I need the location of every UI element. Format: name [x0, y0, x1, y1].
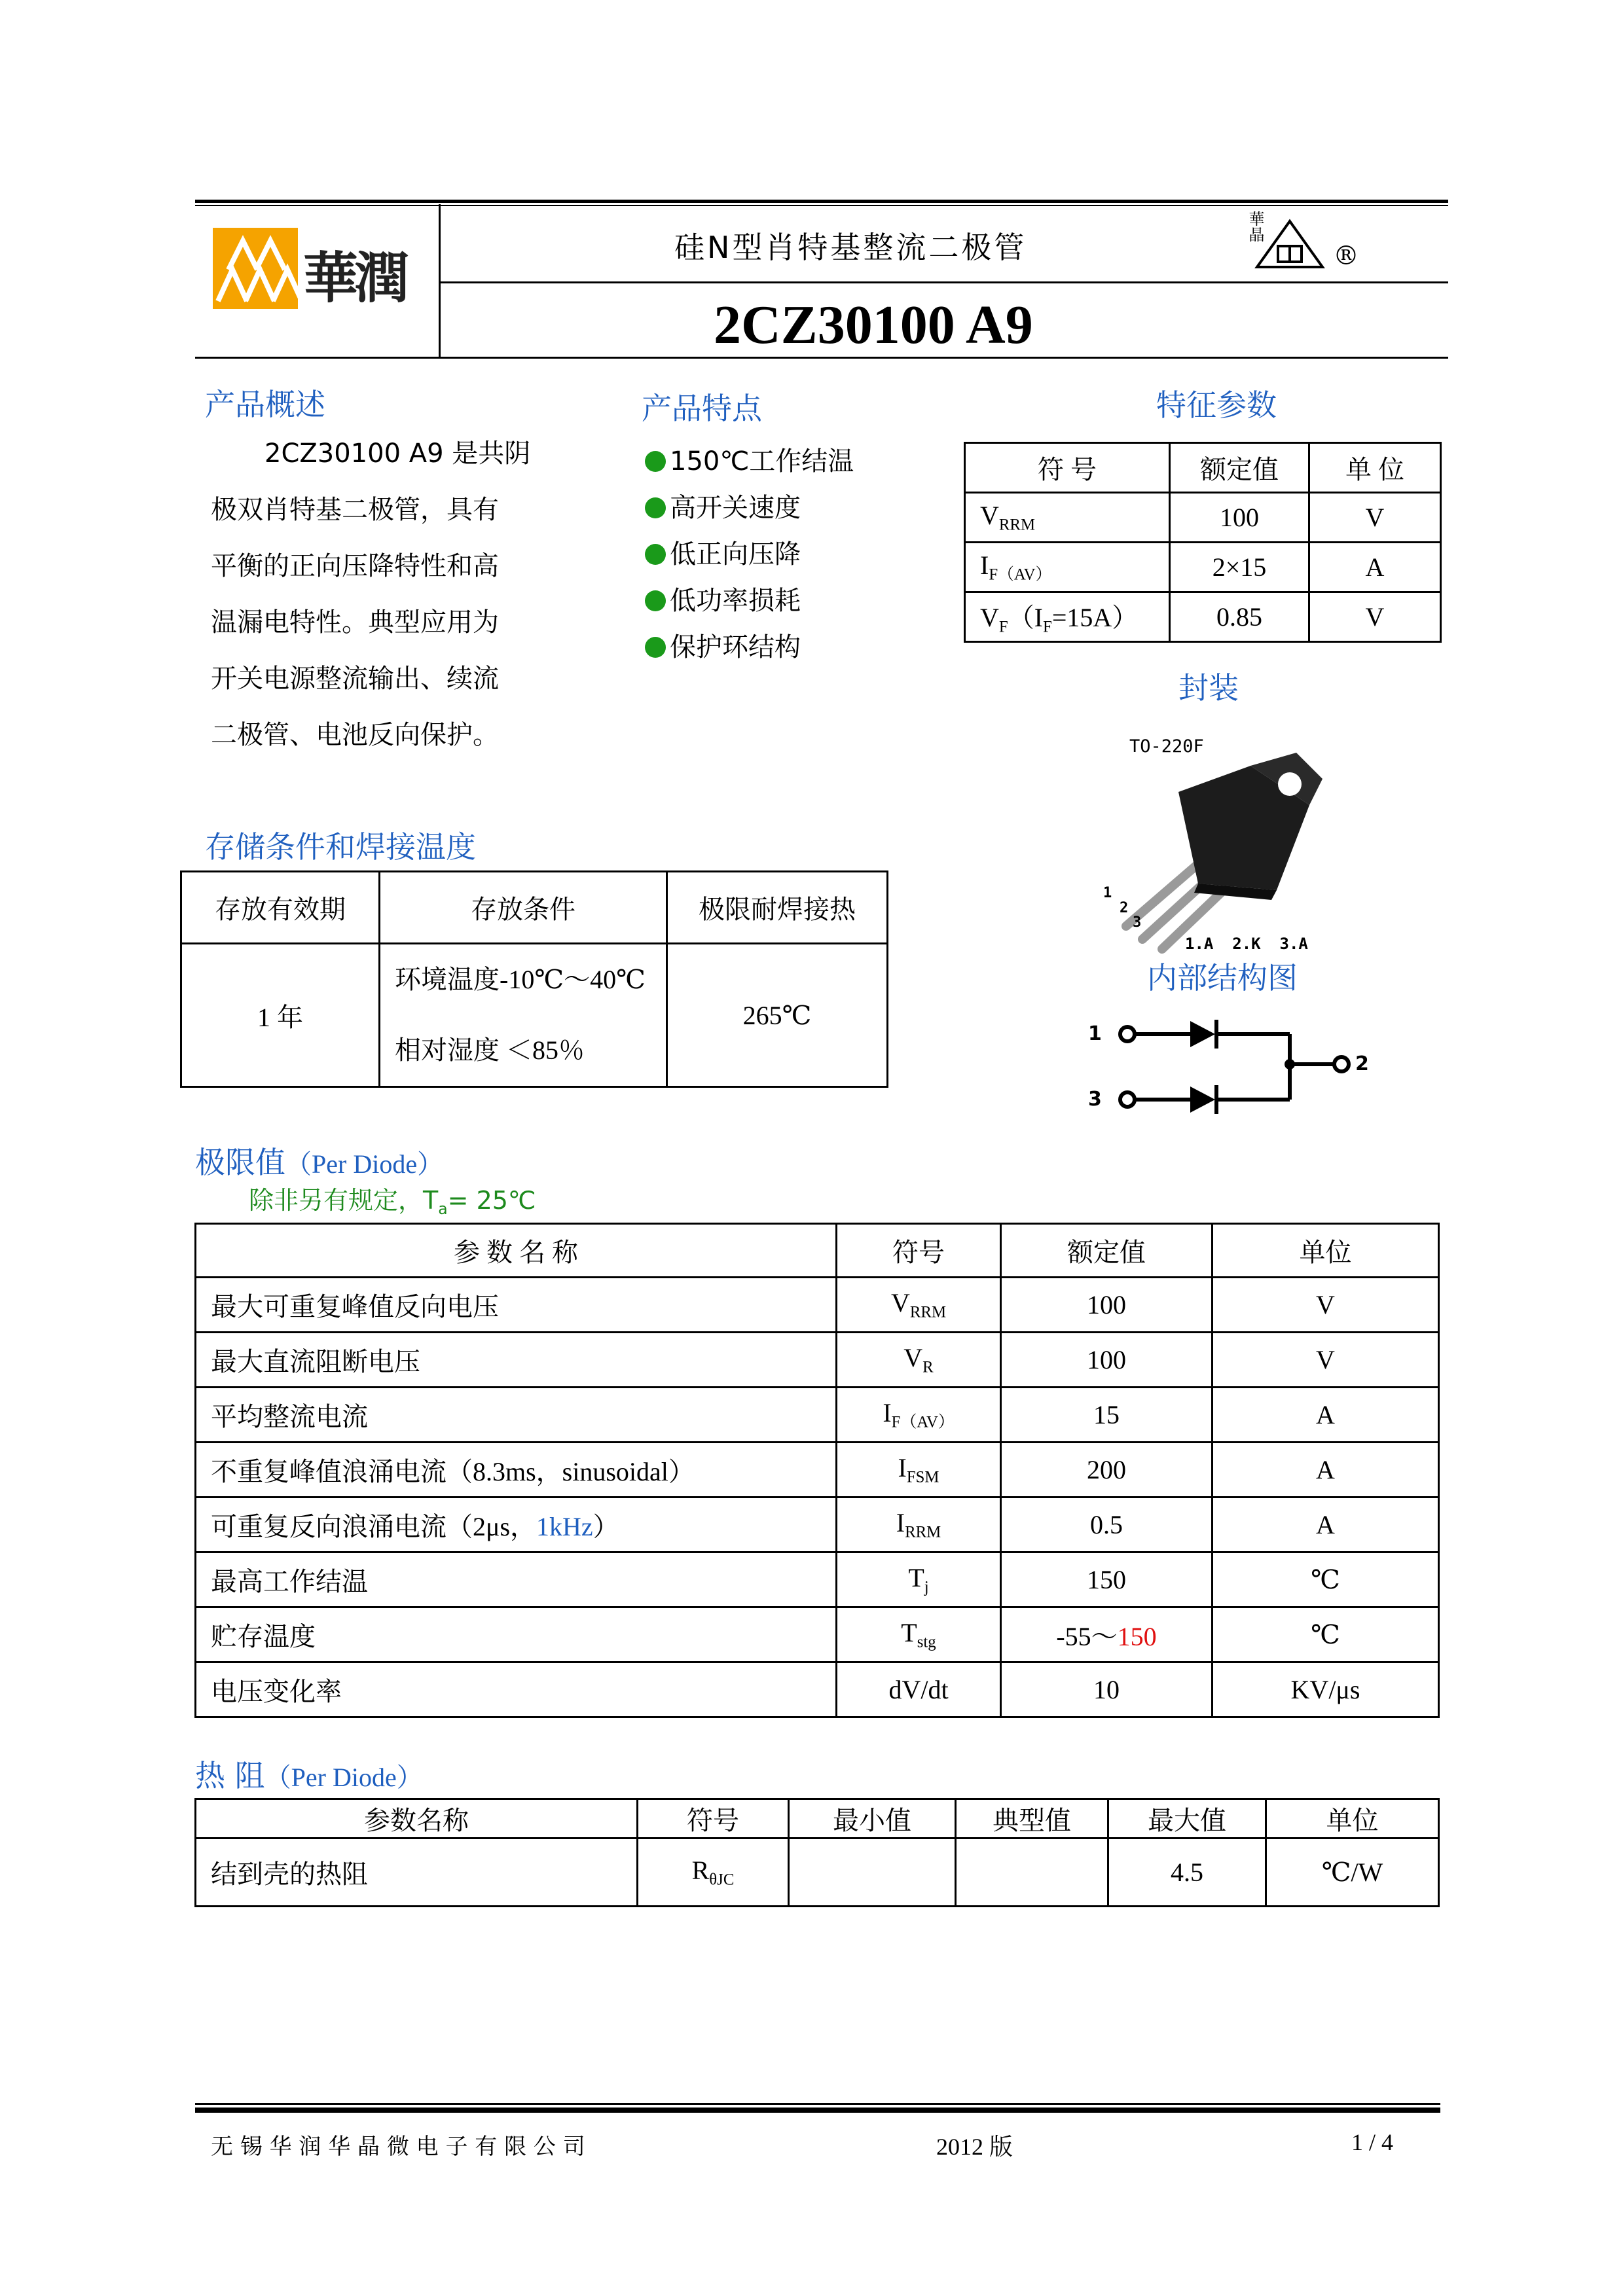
table-header: 存放有效期: [181, 872, 380, 944]
value-cell: 15: [1001, 1388, 1213, 1443]
solder-cell: 265℃: [667, 944, 888, 1087]
min-cell: [789, 1839, 956, 1907]
table-header: 额定值: [1170, 443, 1309, 493]
table-header-row: [181, 872, 888, 944]
table-header: 额定值: [1001, 1224, 1213, 1278]
param-name-cell: 电压变化率: [196, 1662, 837, 1717]
value-cell: 100: [1001, 1333, 1213, 1388]
table-header: 参数名称: [196, 1799, 638, 1839]
bullet-icon: [645, 544, 666, 565]
param-name-cell: 结到壳的热阻: [196, 1839, 638, 1907]
internal-schematic: [1080, 1001, 1395, 1132]
table-row: [196, 1333, 1439, 1388]
table-header: 符 号: [965, 443, 1170, 493]
unit-cell: V: [1309, 493, 1441, 543]
features-title: 产品特点: [642, 391, 762, 426]
feature-item: 高开关速度: [645, 485, 854, 531]
table-row: [181, 944, 888, 1087]
schematic-pin-label: 3: [1088, 1088, 1102, 1111]
period-cell: 1 年: [181, 944, 380, 1087]
limits-table: [194, 1223, 1440, 1718]
param-name-cell: 平均整流电流: [196, 1388, 837, 1443]
table-row: [196, 1498, 1439, 1552]
condition-cell: 环境温度-10℃～40℃ 相对湿度 ＜85％: [380, 944, 667, 1087]
pin-label: 3: [1133, 914, 1142, 931]
param-name-cell: 不重复峰值浪涌电流（8.3ms，sinusoidal）: [196, 1443, 837, 1498]
footer-edition: 2012 版: [936, 2134, 1013, 2160]
param-name-cell: 最大直流阻断电压: [196, 1333, 837, 1388]
unit-cell: ℃: [1213, 1607, 1439, 1662]
symbol-cell: $I_{F(AV)}$: [965, 543, 1170, 592]
product-subtitle: 硅N型肖特基整流二极管: [674, 230, 1027, 265]
table-row: [196, 1607, 1439, 1662]
overview-line: 2CZ30100 A9 是共阴: [264, 439, 531, 469]
value-cell: 100: [1170, 493, 1309, 543]
table-header: 符号: [638, 1799, 789, 1839]
overview-line: 平衡的正向压降特性和高: [211, 551, 499, 581]
table-header: 单位: [1266, 1799, 1439, 1839]
limits-note: 除非另有规定，$T_a=$ 25℃: [249, 1186, 536, 1219]
brand-mark: [1244, 208, 1336, 274]
schematic-pin-label: 2: [1355, 1052, 1369, 1075]
bullet-icon: [645, 590, 666, 611]
characteristics-title: 特征参数: [1156, 387, 1277, 423]
table-header: 极限耐焊接热: [667, 872, 888, 944]
header-rule-bottom: [195, 357, 1448, 359]
symbol-cell: $I_{RRM}$: [837, 1498, 1001, 1552]
unit-cell: V: [1213, 1333, 1439, 1388]
table-header: 存放条件: [380, 872, 667, 944]
header-rule-top-thin: [195, 205, 1448, 206]
symbol-cell: $I_{FSM}$: [837, 1443, 1001, 1498]
table-header-row: [965, 443, 1441, 493]
table-header: 参 数 名 称: [196, 1224, 837, 1278]
unit-cell: ℃/W: [1266, 1839, 1439, 1907]
table-header: 最大值: [1108, 1799, 1266, 1839]
table-row: [196, 1662, 1439, 1717]
symbol-cell: $V_R$: [837, 1333, 1001, 1388]
value-cell: 200: [1001, 1443, 1213, 1498]
unit-cell: V: [1309, 592, 1441, 642]
footer-company: 无 锡 华 润 华 晶 微 电 子 有 限 公 司: [211, 2134, 585, 2160]
value-cell: 100: [1001, 1278, 1213, 1333]
company-logo: [213, 223, 409, 314]
footer-rule-thin: [195, 2103, 1440, 2105]
overview-line: 温漏电特性。典型应用为: [211, 607, 499, 637]
bullet-icon: [645, 497, 666, 518]
pin-label: 1: [1103, 885, 1112, 901]
characteristics-table: [964, 442, 1442, 643]
value-cell: 2×15: [1170, 543, 1309, 592]
table-row: [196, 1839, 1439, 1907]
limits-title: 极限值（Per Diode）: [195, 1145, 444, 1180]
table-row: [965, 543, 1441, 592]
brand-mark-text: 華晶: [1246, 211, 1264, 242]
header-rule-middle: [440, 281, 1448, 283]
unit-cell: KV/μs: [1213, 1662, 1439, 1717]
table-header: 典型值: [956, 1799, 1108, 1839]
overview-title: 产品概述: [205, 387, 325, 422]
unit-cell: A: [1213, 1388, 1439, 1443]
table-header: 单位: [1213, 1224, 1439, 1278]
symbol-cell: $I_{F(AV)}$: [837, 1388, 1001, 1443]
table-row: [965, 493, 1441, 543]
table-row: [965, 592, 1441, 642]
package-title: 封装: [1178, 670, 1239, 706]
pin-legend: 1.A 2.K 3.A: [1185, 935, 1308, 953]
param-name-cell: 可重复反向浪涌电流（2μs，1kHz）: [196, 1498, 837, 1552]
symbol-cell: $T_{stg}$: [837, 1607, 1001, 1662]
param-name-cell: 最大可重复峰值反向电压: [196, 1278, 837, 1333]
storage-table: [180, 870, 888, 1088]
symbol-cell: $V_F(I_F=15A)$: [965, 592, 1170, 642]
logo-text: 華潤: [303, 245, 406, 310]
unit-cell: V: [1213, 1278, 1439, 1333]
overview-text: [211, 425, 530, 763]
feature-item: 保护环结构: [645, 624, 854, 671]
bullet-icon: [645, 451, 666, 472]
overview-line: 二极管、电池反向保护。: [211, 720, 499, 750]
footer-page-number: 1 / 4: [1351, 2129, 1394, 2155]
max-cell: 4.5: [1108, 1839, 1266, 1907]
param-name-cell: 最高工作结温: [196, 1552, 837, 1607]
table-row: [196, 1552, 1439, 1607]
value-cell: 0.5: [1001, 1498, 1213, 1552]
table-header-row: [196, 1224, 1439, 1278]
table-row: [196, 1388, 1439, 1443]
unit-cell: A: [1309, 543, 1441, 592]
feature-item: 低功率损耗: [645, 578, 854, 624]
feature-item: 150℃工作结温: [645, 439, 854, 485]
table-header: 最小值: [789, 1799, 956, 1839]
typ-cell: [956, 1839, 1108, 1907]
table-header: 单 位: [1309, 443, 1441, 493]
overview-line: 极双肖特基二极管，具有: [211, 495, 499, 525]
storage-title: 存储条件和焊接温度: [205, 829, 476, 865]
value-cell: 150: [1001, 1552, 1213, 1607]
param-name-cell: 贮存温度: [196, 1607, 837, 1662]
header-rule-top: [195, 200, 1448, 203]
unit-cell: A: [1213, 1498, 1439, 1552]
symbol-cell: $V_{RRM}$: [837, 1278, 1001, 1333]
table-header-row: [196, 1799, 1439, 1839]
feature-item: 低正向压降: [645, 531, 854, 578]
symbol-cell: $T_j$: [837, 1552, 1001, 1607]
symbol-cell: dV/dt: [837, 1662, 1001, 1717]
footer-rule-thick: [195, 2108, 1440, 2113]
part-number-title: 2CZ30100 A9: [714, 295, 1033, 355]
header-divider: [439, 204, 441, 359]
schematic-pin-label: 1: [1088, 1022, 1102, 1045]
thermal-table: [194, 1798, 1440, 1907]
pin-label: 2: [1120, 900, 1129, 916]
symbol-cell: $R_{\theta JC}$: [638, 1839, 789, 1907]
package-name: TO-220F: [1129, 736, 1204, 757]
overview-line: 开关电源整流输出、续流: [211, 664, 499, 694]
registered-mark: ®: [1333, 241, 1359, 271]
table-row: [196, 1443, 1439, 1498]
internal-structure-title: 内部结构图: [1147, 960, 1298, 996]
thermal-title: 热 阻（Per Diode）: [195, 1758, 423, 1793]
value-cell: 10: [1001, 1662, 1213, 1717]
value-cell: 0.85: [1170, 592, 1309, 642]
value-cell: -55～150: [1001, 1607, 1213, 1662]
symbol-cell: $V_{RRM}$: [965, 493, 1170, 543]
bullet-icon: [645, 637, 666, 658]
unit-cell: A: [1213, 1443, 1439, 1498]
table-header: 符号: [837, 1224, 1001, 1278]
diode-schematic-icon: [1080, 1001, 1395, 1132]
unit-cell: ℃: [1213, 1552, 1439, 1607]
table-row: [196, 1278, 1439, 1333]
features-list: [645, 439, 854, 671]
